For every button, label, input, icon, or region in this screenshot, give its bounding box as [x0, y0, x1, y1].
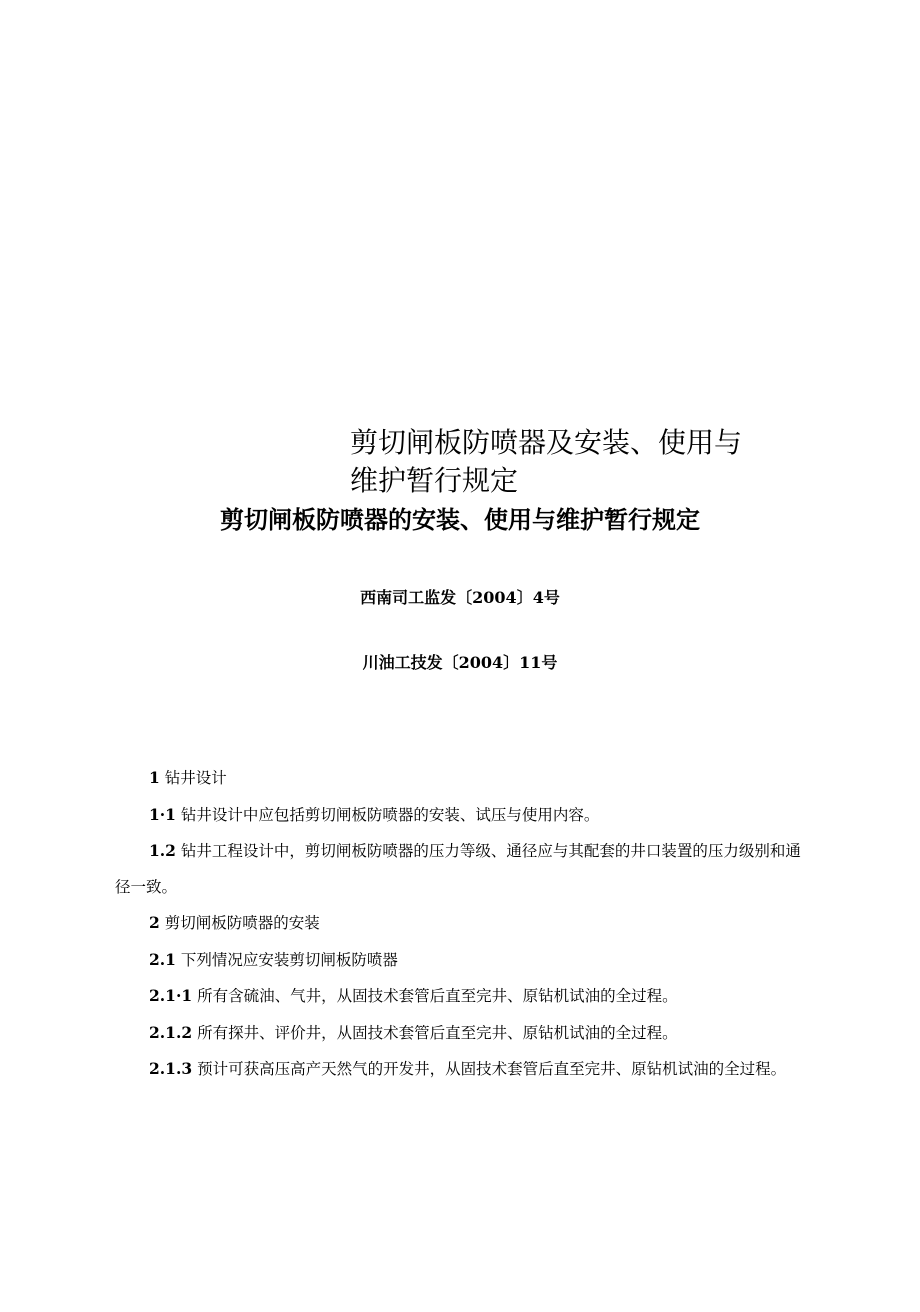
- section-number: 2.1·1: [149, 986, 193, 1005]
- section-text: 钻井设计: [159, 769, 227, 787]
- section-number: 1·1: [149, 804, 176, 824]
- document-number-2: 川油工技发〔2004〕11号: [362, 653, 558, 672]
- section-text: 钻井工程设计中，剪切闸板防喷器的压力等级、通径应与其配套的井口装置的压力级别和通径一致。: [115, 842, 801, 896]
- section-number: 1.2: [149, 841, 176, 860]
- section-text: 所有探井、评价井，从固技术套管后直至完井、原钻机试油的全过程。: [192, 1023, 678, 1042]
- section-text: 钻井设计中应包括剪切闸板防喷器的安装、试压与使用内容。: [175, 805, 600, 824]
- title-line-2: 维护暂行规定: [350, 464, 519, 497]
- section-2: [115, 905, 805, 942]
- section-number: 2.1: [149, 949, 176, 969]
- section-text: 所有含硫油、气井，从固技术套管后直至完井、原钻机试油的全过程。: [192, 987, 678, 1005]
- title-line-1: 剪切闸板防喷器及安装、使用与: [350, 426, 743, 459]
- section-number: 2.1.3: [149, 1059, 193, 1078]
- section-2-1-2: [115, 1015, 805, 1052]
- section-number: 1: [149, 768, 160, 787]
- section-number: 2.1.2: [149, 1022, 193, 1042]
- document-title: [350, 424, 810, 500]
- section-number: 2: [149, 913, 160, 932]
- section-1-2: [115, 833, 805, 905]
- section-2-1-1: [115, 978, 805, 1015]
- section-2-1: [115, 942, 805, 979]
- section-1-1: [115, 797, 805, 834]
- section-2-1-3: [115, 1051, 805, 1087]
- document-body: [115, 760, 805, 1087]
- section-text: 预计可获高压高产天然气的开发井，从固技术套管后直至完井、原钻机试油的全过程。: [192, 1060, 787, 1078]
- document-subtitle: 剪切闸板防喷器的安装、使用与维护暂行规定: [220, 506, 700, 534]
- section-text: 下列情况应安装剪切闸板防喷器: [175, 950, 398, 969]
- section-1: [115, 760, 805, 797]
- section-text: 剪切闸板防喷器的安装: [159, 914, 320, 932]
- document-number-1: 西南司工监发〔2004〕4号: [360, 588, 560, 607]
